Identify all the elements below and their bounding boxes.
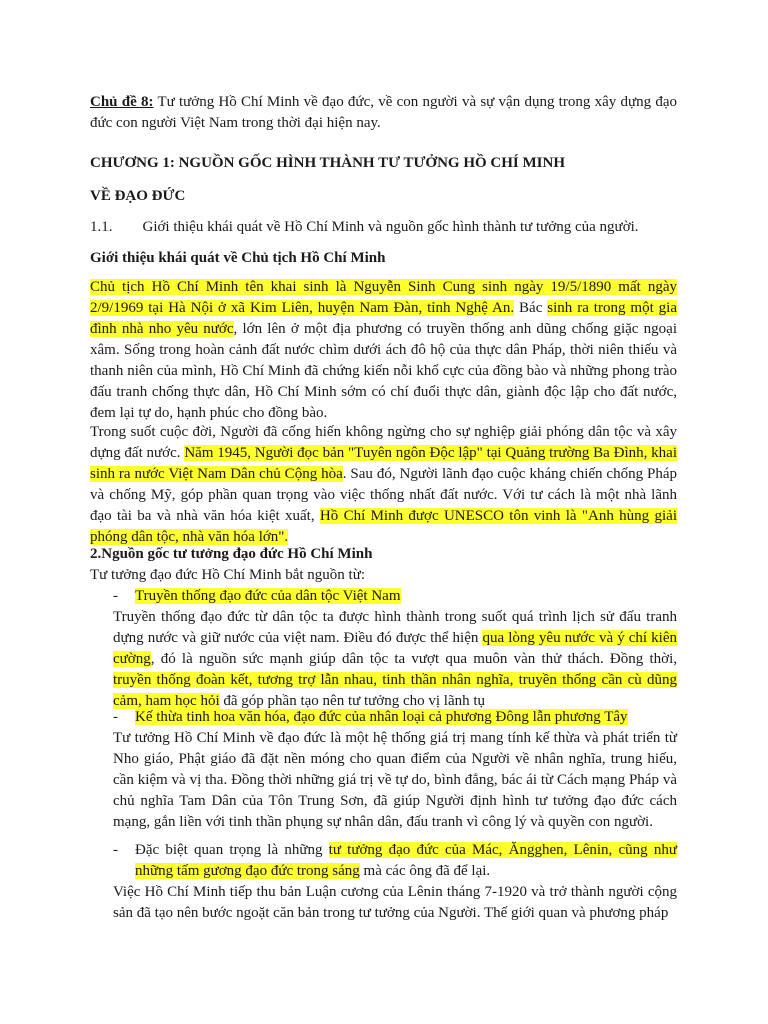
topic-label: Chủ đề 8: [90,94,154,110]
paragraph-tradition [113,607,677,712]
list-dash: - [113,842,118,858]
highlight-unesco: Hồ Chí Minh được UNESCO tôn vinh là "Anh hùng giải phóng dân tộc, nhà văn hóa lớn". [90,508,677,545]
section-number: 1.1. [90,219,113,235]
bullet-culture: Kế thừa tinh hoa văn hóa, đạo đức của nhân loại cả phương Đông lẫn phương Tây [135,709,628,725]
text-run: đã góp phần tạo nên tư tưởng cho vị lãnh tụ [219,693,486,709]
text-run: Đặc biệt quan trọng là những [135,842,329,858]
paragraph-biography [90,277,677,424]
text-run: . Sau đó, Người lãnh đạo cuộc kháng chiến chống Pháp và chống Mỹ, góp phần quan trọng vào việc thống nhất đất nước. Với tư cách là một nhà lãnh đạo tài ba và nhà văn hóa kiệt xuất, [90,466,677,524]
subheading-intro: Giới thiệu khái quát về Chủ tịch Hồ Chí Minh [90,250,386,266]
section-2-intro: Tư tưởng đạo đức Hồ Chí Minh bắt nguồn từ: [90,567,366,583]
text-run: , lớn lên ở một địa phương có truyền thống anh dũng chống giặc ngoại xâm. Sống trong hoàn cảnh đất nước chìm dưới ách đô hộ của thực dân Pháp, thời niên thiếu và thanh niên của mình, Hồ Chí Minh đã chứng kiến nỗi khổ cực của đồng bào và những phong trào đấu tranh chống thực dân, Hồ Chí Minh sớm có chí đuổi thực dân, giành độc lập cho đất nước, đem lại tự do, hạnh phúc cho đồng bào. [90,321,677,421]
highlight-birth: Chủ tịch Hồ Chí Minh tên khai sinh là Nguyễn Sinh Cung sinh ngày 19/5/1890 mất ngày 2/9/1969 tại Hà Nội ở xã Kim Liên, huyện Nam Đàn, tỉnh Nghệ An. [90,279,677,316]
highlight-family: sinh ra trong một gia đình nhà nho yêu nước [90,300,677,337]
bullet-tradition: Truyền thống đạo đức của dân tộc Việt Nam [135,588,401,604]
highlight-independence: Năm 1945, Người đọc bản "Tuyên ngôn Độc lập" tại Quảng trường Ba Đình, khai sinh ra nước Việt Nam Dân chủ Cộng hòa [90,445,677,482]
text-run: , đó là nguồn sức mạnh giúp dân tộc ta vượt qua muôn vàn thử thách. Đồng thời, [150,651,677,667]
text-run: Trong suốt cuộc đời, Người đã cống hiến không ngừng cho sự nghiệp giải phóng dân tộc và xây dựng đất nước. [90,424,677,461]
text-run: mà các ông đã để lại. [359,863,491,879]
section-2-heading: 2.Nguồn gốc tư tưởng đạo đức Hồ Chí Minh [90,546,373,562]
highlight-marx-lenin: tư tưởng đạo đức của Mác, Ăngghen, Lênin, cũng như những tấm gương đạo đức trong sáng [135,842,677,879]
list-dash: - [113,588,118,604]
list-item [113,840,677,882]
section-1-1 [90,217,677,238]
chapter-title: CHƯƠNG 1: NGUỒN GỐC HÌNH THÀNH TƯ TƯỞNG HỒ CHÍ MINH [90,155,566,171]
highlight-solidarity: truyền thống đoàn kết, tương trợ lẫn nhau, tinh thần nhân nghĩa, truyền thống cần cù dũng cảm, ham học hỏi [113,672,677,709]
paragraph-career [90,422,677,548]
list-dash: - [113,709,118,725]
list-item [113,586,677,607]
paragraph-culture: Tư tưởng Hồ Chí Minh về đạo đức là một hệ thống giá trị mang tính kế thừa và phát triển từ Nho giáo, Phật giáo đã đặt nền móng cho quan điểm của Người về nhân nghĩa, trung hiếu, cần kiệm và vị tha. Đồng thời những giá trị về tự do, bình đẳng, bác ái từ Cách mạng Pháp và chủ nghĩa Tam Dân của Tôn Trung Sơn, đã giúp Người định hình tư tưởng đạo đức cách mạng, gắn liền với tinh thần phụng sự nhân dân, đấu tranh vì công lý và quyền con người. [113,730,677,830]
text-run: Bác [514,300,548,316]
chapter-title-line2: VỀ ĐẠO ĐỨC [90,188,186,204]
topic-paragraph [90,92,677,134]
highlight-patriotism: qua lòng yêu nước và ý chí kiên cường [113,630,678,667]
section-title: Giới thiệu khái quát về Hồ Chí Minh và nguồn gốc hình thành tư tưởng của người. [142,219,639,235]
text-run: Truyền thống đạo đức từ dân tộc ta được hình thành trong suốt quá trình lịch sử đấu tranh dựng nước và giữ nước của việt nam. Điều đó được thể hiện [113,609,677,646]
topic-text: Tư tưởng Hồ Chí Minh về đạo đức, về con người và sự vận dụng trong xây dựng đạo đức con người Việt Nam trong thời đại hiện nay. [90,94,677,131]
paragraph-lenin: Việc Hồ Chí Minh tiếp thu bản Luận cương của Lênin tháng 7-1920 và trở thành người cộng sản đã tạo nên bước ngoặt căn bản trong tư tưởng của Người. Thế giới quan và phương pháp [113,884,677,921]
list-item [113,707,677,728]
